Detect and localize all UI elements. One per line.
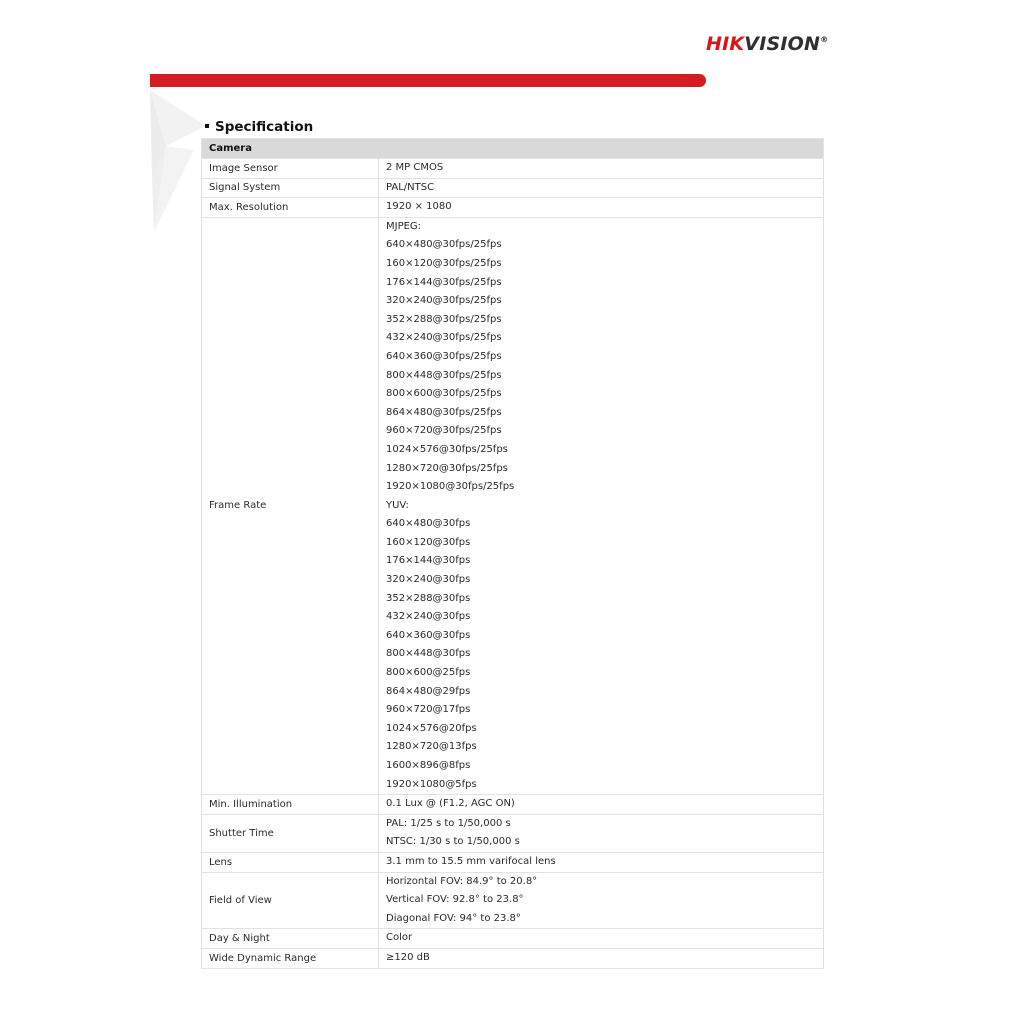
spec-value-line: 3.1 mm to 15.5 mm varifocal lens [386,855,556,867]
header-red-bar [150,74,706,87]
spec-value-line: 960×720@17fps [386,704,471,716]
spec-value-line: 1280×720@13fps [386,741,477,753]
spec-value [379,852,824,872]
spec-value-line: 960×720@30fps/25fps [386,425,502,437]
spec-value-line: 176×144@30fps [386,555,471,567]
spec-value-line: 2 MP CMOS [386,162,444,173]
spec-value [379,198,824,218]
spec-value-line: 320×240@30fps/25fps [386,295,502,307]
spec-value-line: 352×288@30fps [386,592,471,604]
spec-value [379,159,824,179]
table-row [202,198,824,218]
spec-value-line: 864×480@29fps [386,685,471,697]
spec-value-line: 800×448@30fps/25fps [386,369,502,381]
spec-value-line: ≥120 dB [386,951,430,963]
table-row [202,217,824,794]
spec-value [379,795,824,815]
logo-prefix: HIK [706,33,745,55]
watermark-graphic-icon [148,86,208,236]
spec-value-line: 800×448@30fps [386,648,471,660]
spec-value-line: NTSC: 1/30 s to 1/50,000 s [386,836,520,848]
spec-value [379,217,824,794]
table-row [202,795,824,815]
table-row [202,872,824,929]
spec-value [379,872,824,929]
spec-value-line: Vertical FOV: 92.8° to 23.8° [386,894,524,906]
spec-value [379,814,824,852]
registered-mark: ® [820,35,829,44]
spec-value-line: 800×600@25fps [386,667,471,679]
table-row [202,814,824,852]
spec-value-line: 640×360@30fps/25fps [386,350,502,362]
section-title [205,119,313,135]
spec-value [379,948,824,968]
spec-value-line: 432×240@30fps [386,611,471,623]
spec-value-line: 352×288@30fps/25fps [386,313,502,325]
spec-value-line: 0.1 Lux @ (F1.2, AGC ON) [386,798,515,810]
spec-label: Min. Illumination [202,795,379,815]
table-row [202,159,824,179]
table-row [202,948,824,968]
spec-value-line: MJPEG: [386,220,422,232]
spec-value-line: PAL: 1/25 s to 1/50,000 s [386,817,511,829]
table-row [202,852,824,872]
spec-value-line: Diagonal FOV: 94° to 23.8° [386,912,521,924]
spec-value-line: 176×144@30fps/25fps [386,276,502,288]
spec-value-line: 1920×1080@5fps [386,778,477,790]
spec-value-line: PAL/NTSC [386,181,435,193]
specification-table [201,138,824,969]
spec-value-line: 160×120@30fps/25fps [386,257,502,269]
spec-value-line: 640×480@30fps [386,518,471,530]
spec-value-line: 1920 × 1080 [386,201,452,213]
spec-label: Shutter Time [202,814,379,852]
spec-value-line: 1024×576@30fps/25fps [386,443,508,455]
bullet-icon [205,124,209,128]
table-header-row [202,139,824,159]
spec-value-line: Color [386,932,413,944]
table-row [202,178,824,198]
spec-label: Field of View [202,872,379,929]
logo-suffix: VISION [744,33,821,55]
spec-value-line: 1024×576@20fps [386,722,477,734]
spec-value-line: 1600×896@8fps [386,760,471,771]
table-row [202,929,824,949]
spec-label: Day & Night [202,929,379,949]
spec-label: Image Sensor [202,159,379,179]
spec-label: Max. Resolution [202,198,379,218]
spec-value-line: 800×600@30fps/25fps [386,388,502,400]
spec-value-line: YUV: [386,499,409,511]
spec-label: Frame Rate [202,217,379,794]
spec-value-line: 160×120@30fps [386,536,471,548]
spec-value-line: 320×240@30fps [386,574,471,586]
spec-value-line: 640×360@30fps [386,629,471,641]
section-title-text: Specification [215,119,314,135]
spec-value-line: 640×480@30fps/25fps [386,239,502,251]
spec-value [379,929,824,949]
spec-value-line: 1280×720@30fps/25fps [386,462,508,474]
hikvision-logo [706,33,828,55]
spec-label: Lens [202,852,379,872]
spec-label: Signal System [202,178,379,198]
spec-value [379,178,824,198]
spec-value-line: Horizontal FOV: 84.9° to 20.8° [386,875,538,887]
spec-value-line: 864×480@30fps/25fps [386,406,502,418]
spec-value-line: 432×240@30fps/25fps [386,332,502,344]
spec-label: Wide Dynamic Range [202,948,379,968]
table-header-camera: Camera [202,139,824,159]
spec-value-line: 1920×1080@30fps/25fps [386,481,515,493]
